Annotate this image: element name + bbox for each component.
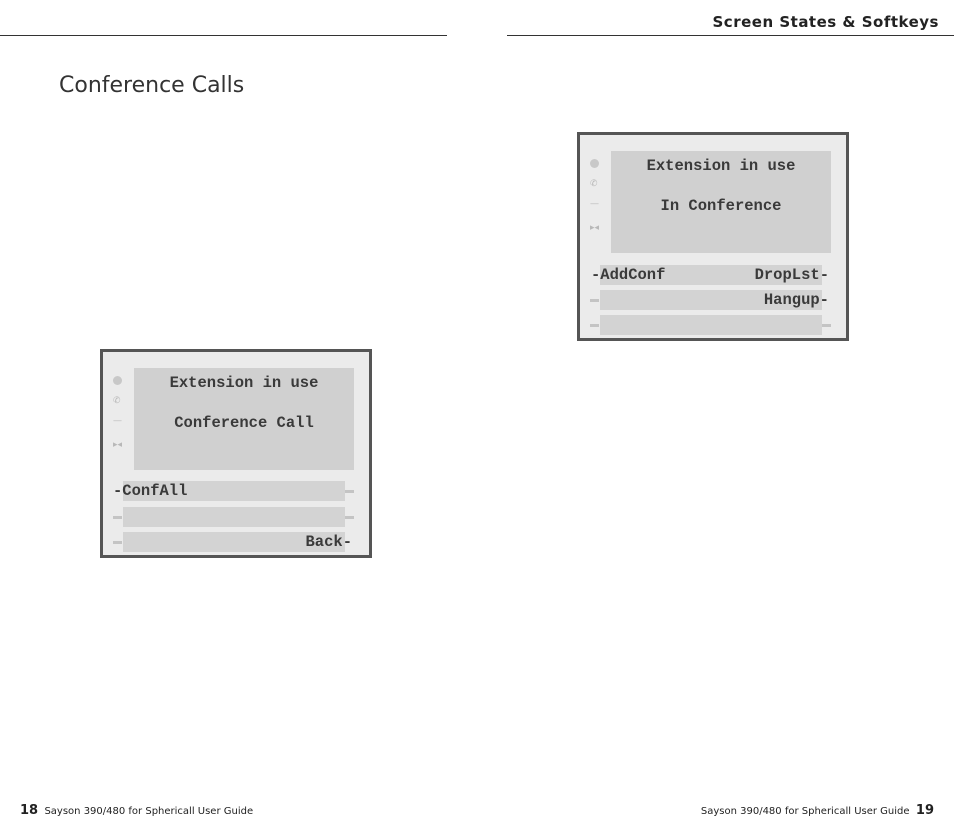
- softkey-tick: [113, 516, 122, 519]
- display-text-area: [134, 368, 354, 470]
- softkey-tick: [822, 324, 831, 327]
- display-line-2: Conference Call: [174, 414, 314, 432]
- key-icon: —: [113, 416, 122, 426]
- status-dot-icon: [113, 376, 122, 385]
- footer-right: [701, 803, 934, 818]
- softkey-tick: [590, 299, 599, 302]
- handset-icon: ✆: [590, 179, 598, 189]
- display-line-1: Extension in use: [169, 374, 319, 392]
- softkey-tick: [345, 490, 354, 493]
- softkey-hangup[interactable]: Hangup-: [763, 291, 829, 309]
- key-icon: —: [590, 199, 599, 209]
- softkey-back[interactable]: Back-: [305, 533, 352, 551]
- softkey-tick: [345, 516, 354, 519]
- speaker-icon: ▸◂: [590, 223, 600, 233]
- softkey-confall[interactable]: -ConfAll: [113, 482, 188, 500]
- display-text-area: [611, 151, 831, 253]
- phone-display-conference-call: [100, 349, 372, 558]
- softkey-row-3[interactable]: [600, 315, 822, 335]
- header-rule-right: [507, 35, 954, 36]
- softkey-row-2[interactable]: [123, 507, 345, 527]
- phone-display-in-conference: [577, 132, 849, 341]
- status-dot-icon: [590, 159, 599, 168]
- softkey-tick: [590, 324, 599, 327]
- header-rule-left: [0, 35, 447, 36]
- handset-icon: ✆: [113, 396, 121, 406]
- footer-left-text: Sayson 390/480 for Sphericall User Guide: [44, 806, 254, 817]
- footer-right-text: Sayson 390/480 for Sphericall User Guide: [700, 806, 910, 817]
- section-header: Screen States & Softkeys: [712, 13, 939, 31]
- softkey-addconf[interactable]: -AddConf: [591, 266, 666, 284]
- page-number-right: 19: [915, 803, 934, 818]
- speaker-icon: ▸◂: [113, 440, 123, 450]
- page-title: Conference Calls: [59, 73, 245, 98]
- footer-left: [20, 803, 253, 818]
- page-number-left: 18: [20, 803, 39, 818]
- softkey-droplst[interactable]: DropLst-: [754, 266, 829, 284]
- display-line-1: Extension in use: [646, 157, 796, 175]
- softkey-tick: [113, 541, 122, 544]
- display-line-2: In Conference: [660, 197, 782, 215]
